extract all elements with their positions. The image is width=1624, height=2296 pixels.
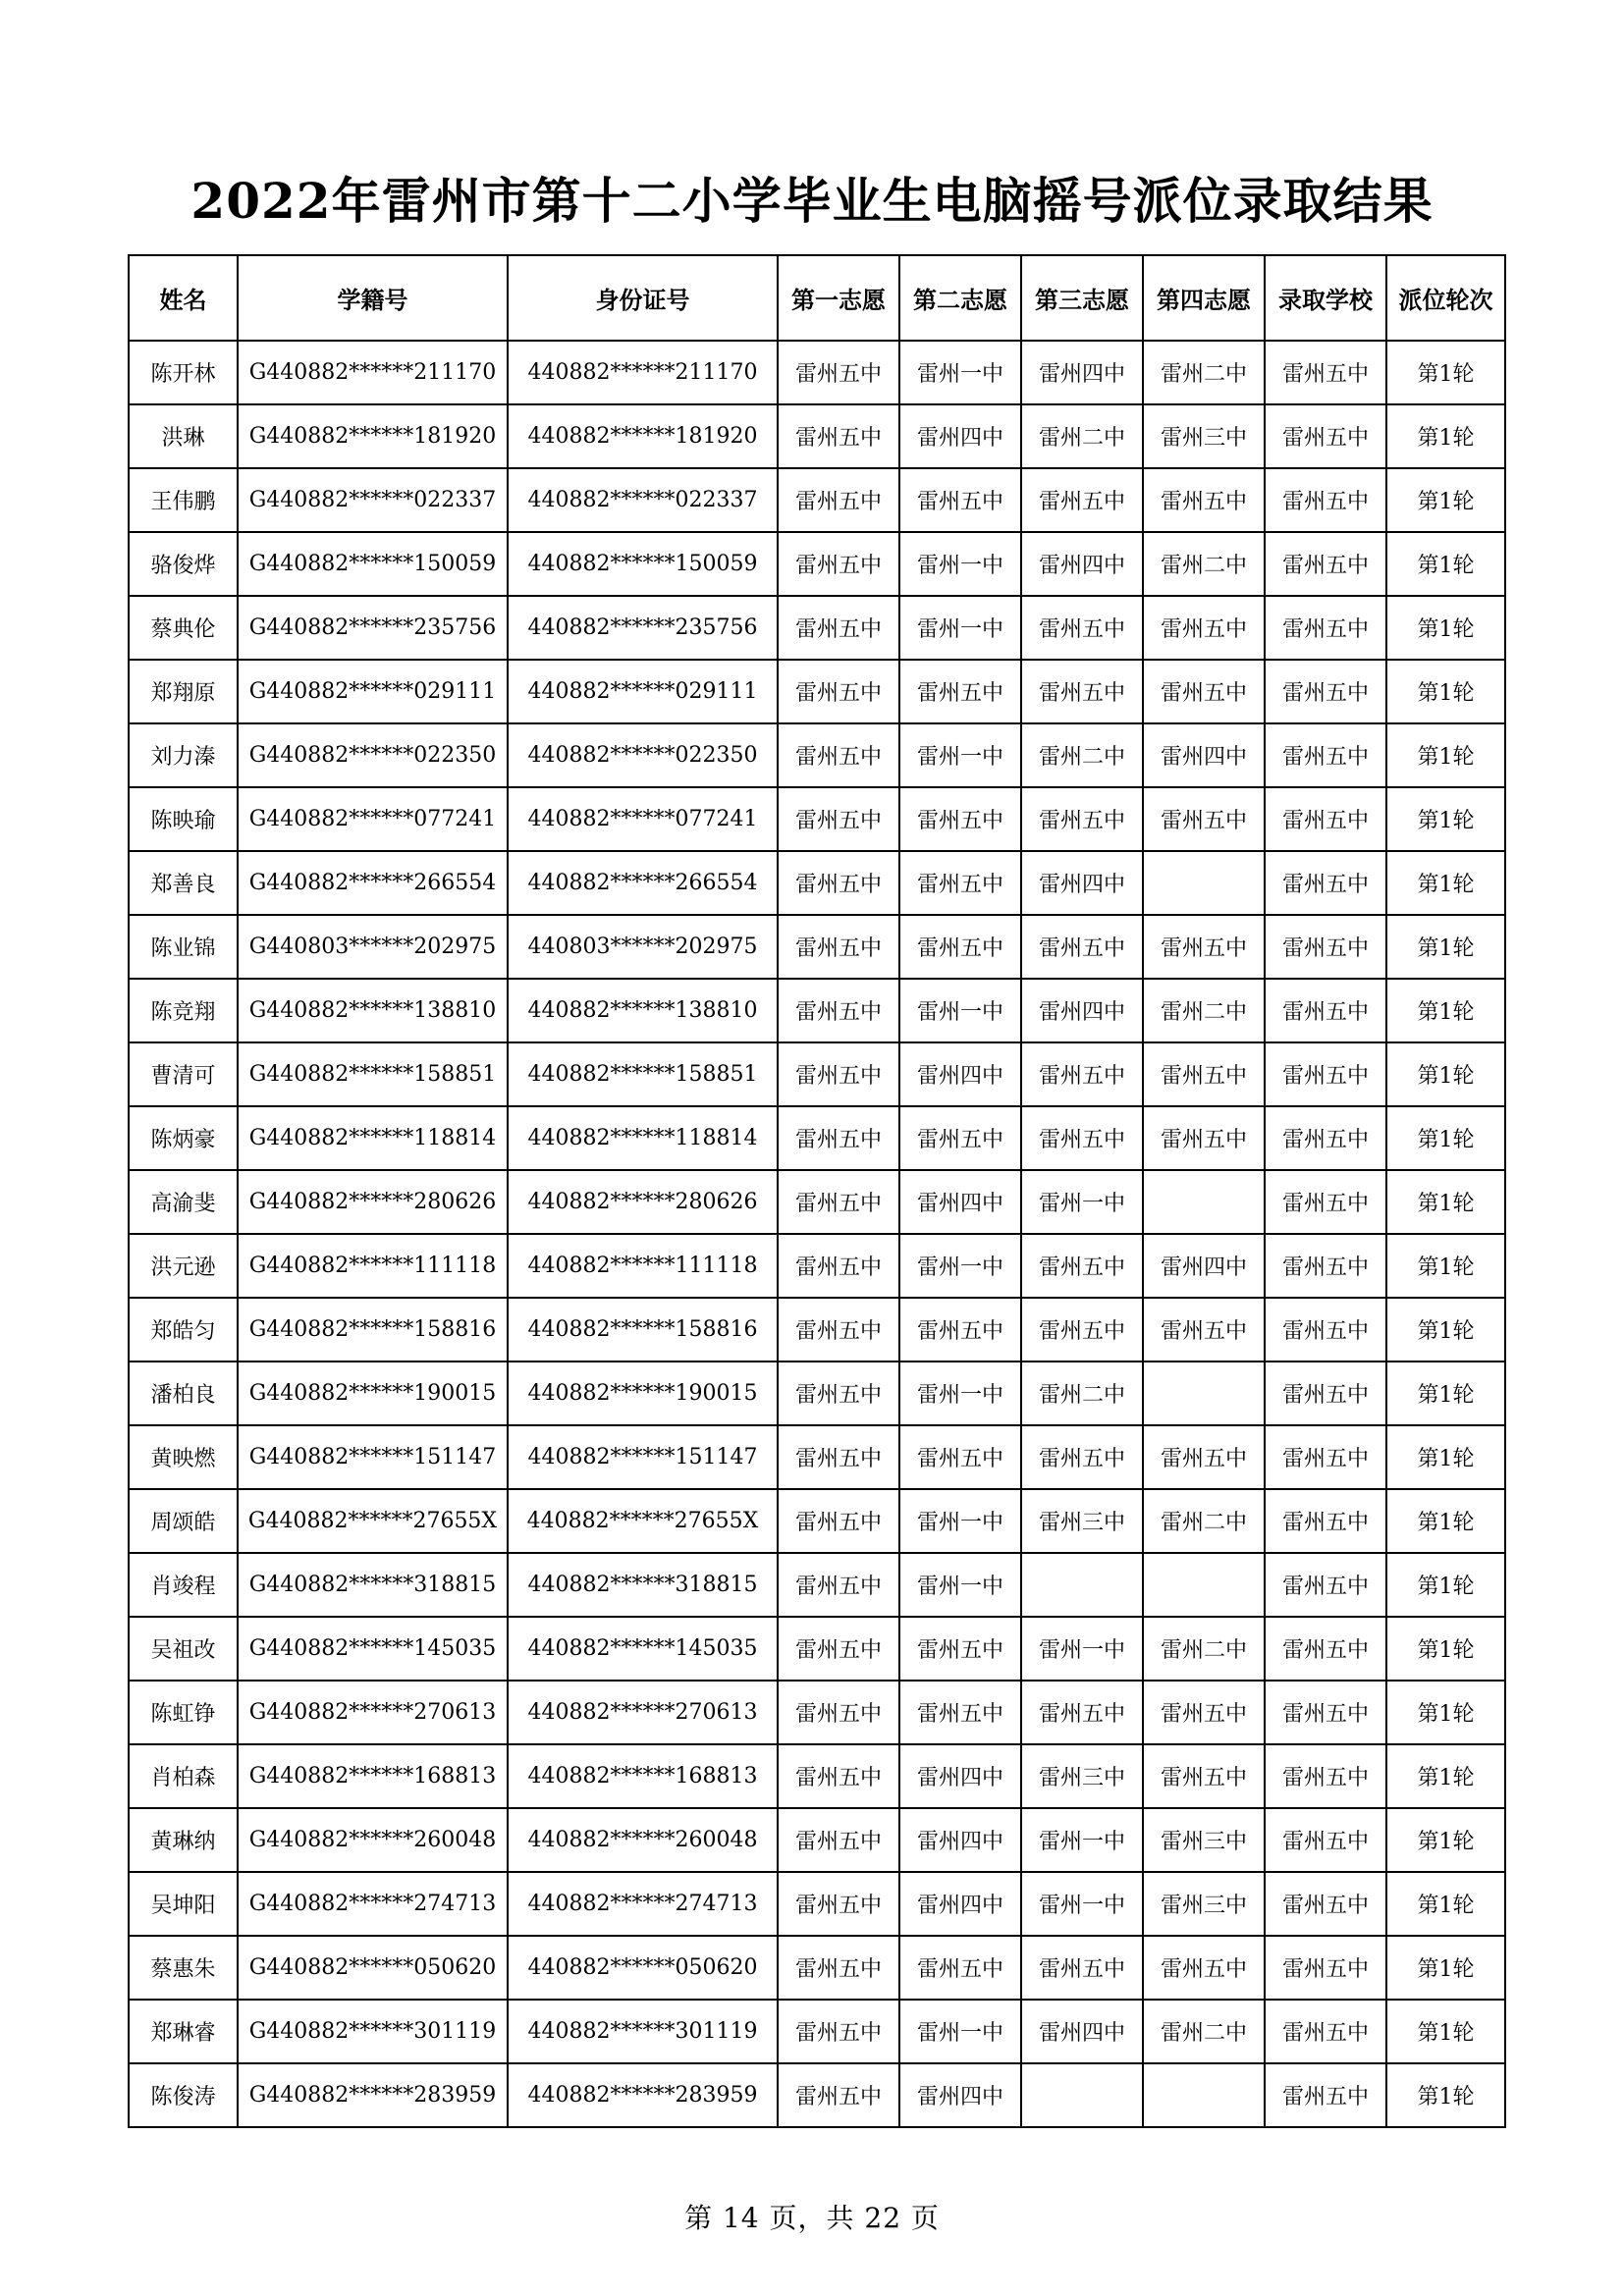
cell-round: 第1轮 xyxy=(1386,1106,1505,1170)
cell-choice-4 xyxy=(1143,2063,1265,2127)
cell-choice-4: 雷州二中 xyxy=(1143,979,1265,1042)
cell-choice-2: 雷州一中 xyxy=(899,723,1021,787)
cell-round: 第1轮 xyxy=(1386,404,1505,468)
cell-choice-2: 雷州四中 xyxy=(899,1042,1021,1106)
cell-choice-4: 雷州二中 xyxy=(1143,1489,1265,1553)
cell-choice-2: 雷州五中 xyxy=(899,660,1021,723)
cell-id-number: 440882******211170 xyxy=(508,341,778,404)
cell-student-name: 陈业锦 xyxy=(129,915,238,979)
cell-choice-4: 雷州五中 xyxy=(1143,1744,1265,1808)
cell-choice-3: 雷州五中 xyxy=(1021,915,1143,979)
cell-choice-3: 雷州四中 xyxy=(1021,851,1143,915)
cell-student-id: G440882******029111 xyxy=(238,660,508,723)
cell-round: 第1轮 xyxy=(1386,1744,1505,1808)
cell-admitted-school: 雷州五中 xyxy=(1265,532,1386,596)
cell-round: 第1轮 xyxy=(1386,2063,1505,2127)
table-row xyxy=(129,1681,1505,1744)
table-row xyxy=(129,2000,1505,2063)
cell-student-id: G440882******181920 xyxy=(238,404,508,468)
cell-choice-4: 雷州三中 xyxy=(1143,404,1265,468)
table-row xyxy=(129,1553,1505,1617)
cell-choice-4: 雷州五中 xyxy=(1143,468,1265,532)
cell-choice-1: 雷州五中 xyxy=(778,1872,899,1936)
cell-round: 第1轮 xyxy=(1386,979,1505,1042)
cell-student-id: G440882******118814 xyxy=(238,1106,508,1170)
cell-id-number: 440882******260048 xyxy=(508,1808,778,1872)
cell-choice-3: 雷州五中 xyxy=(1021,1681,1143,1744)
cell-round: 第1轮 xyxy=(1386,1234,1505,1298)
cell-student-id: G440882******158851 xyxy=(238,1042,508,1106)
table-row xyxy=(129,660,1505,723)
cell-choice-2: 雷州五中 xyxy=(899,1681,1021,1744)
cell-admitted-school: 雷州五中 xyxy=(1265,1489,1386,1553)
cell-choice-4: 雷州二中 xyxy=(1143,341,1265,404)
cell-admitted-school: 雷州五中 xyxy=(1265,979,1386,1042)
cell-student-id: G440882******270613 xyxy=(238,1681,508,1744)
cell-id-number: 440882******301119 xyxy=(508,2000,778,2063)
cell-choice-3: 雷州五中 xyxy=(1021,468,1143,532)
cell-student-name: 吴祖改 xyxy=(129,1617,238,1681)
cell-student-name: 潘柏良 xyxy=(129,1362,238,1425)
cell-student-name: 周颂皓 xyxy=(129,1489,238,1553)
cell-student-id: G440882******260048 xyxy=(238,1808,508,1872)
table-row xyxy=(129,979,1505,1042)
column-header-id-number: 身份证号 xyxy=(508,255,778,341)
cell-student-name: 黄映燃 xyxy=(129,1425,238,1489)
cell-id-number: 440882******190015 xyxy=(508,1362,778,1425)
cell-choice-4: 雷州二中 xyxy=(1143,1617,1265,1681)
cell-choice-3: 雷州二中 xyxy=(1021,723,1143,787)
cell-choice-4: 雷州五中 xyxy=(1143,915,1265,979)
cell-admitted-school: 雷州五中 xyxy=(1265,723,1386,787)
cell-choice-2: 雷州五中 xyxy=(899,787,1021,851)
cell-choice-1: 雷州五中 xyxy=(778,1042,899,1106)
cell-student-id: G440882******022337 xyxy=(238,468,508,532)
cell-choice-1: 雷州五中 xyxy=(778,851,899,915)
cell-choice-4: 雷州五中 xyxy=(1143,787,1265,851)
cell-choice-1: 雷州五中 xyxy=(778,915,899,979)
cell-student-id: G440882******111118 xyxy=(238,1234,508,1298)
table-row xyxy=(129,404,1505,468)
table-row xyxy=(129,1234,1505,1298)
column-header-round: 派位轮次 xyxy=(1386,255,1505,341)
cell-choice-4 xyxy=(1143,1553,1265,1617)
cell-admitted-school: 雷州五中 xyxy=(1265,1298,1386,1362)
cell-id-number: 440882******050620 xyxy=(508,1936,778,2000)
cell-round: 第1轮 xyxy=(1386,1681,1505,1744)
cell-choice-1: 雷州五中 xyxy=(778,1681,899,1744)
table-row xyxy=(129,1170,1505,1234)
cell-choice-2: 雷州四中 xyxy=(899,404,1021,468)
cell-round: 第1轮 xyxy=(1386,787,1505,851)
cell-student-name: 陈映瑜 xyxy=(129,787,238,851)
cell-round: 第1轮 xyxy=(1386,1872,1505,1936)
cell-round: 第1轮 xyxy=(1386,341,1505,404)
cell-round: 第1轮 xyxy=(1386,2000,1505,2063)
cell-student-name: 肖竣程 xyxy=(129,1553,238,1617)
cell-choice-1: 雷州五中 xyxy=(778,404,899,468)
cell-choice-1: 雷州五中 xyxy=(778,1106,899,1170)
cell-admitted-school: 雷州五中 xyxy=(1265,915,1386,979)
cell-student-name: 吴坤阳 xyxy=(129,1872,238,1936)
cell-choice-2: 雷州四中 xyxy=(899,2063,1021,2127)
cell-student-name: 郑皓匀 xyxy=(129,1298,238,1362)
cell-round: 第1轮 xyxy=(1386,1425,1505,1489)
column-header-name: 姓名 xyxy=(129,255,238,341)
cell-choice-2: 雷州五中 xyxy=(899,1617,1021,1681)
cell-choice-2: 雷州五中 xyxy=(899,1936,1021,2000)
cell-choice-2: 雷州一中 xyxy=(899,532,1021,596)
cell-round: 第1轮 xyxy=(1386,1362,1505,1425)
cell-admitted-school: 雷州五中 xyxy=(1265,1936,1386,2000)
cell-choice-4: 雷州五中 xyxy=(1143,660,1265,723)
cell-choice-2: 雷州一中 xyxy=(899,1489,1021,1553)
cell-choice-1: 雷州五中 xyxy=(778,1234,899,1298)
cell-choice-4: 雷州四中 xyxy=(1143,723,1265,787)
cell-choice-2: 雷州五中 xyxy=(899,1425,1021,1489)
cell-round: 第1轮 xyxy=(1386,1170,1505,1234)
cell-admitted-school: 雷州五中 xyxy=(1265,2063,1386,2127)
cell-id-number: 440882******145035 xyxy=(508,1617,778,1681)
cell-id-number: 440882******151147 xyxy=(508,1425,778,1489)
table-row xyxy=(129,787,1505,851)
cell-student-id: G440882******077241 xyxy=(238,787,508,851)
page-footer: 第 14 页，共 22 页 xyxy=(684,2202,940,2234)
table-row xyxy=(129,1362,1505,1425)
cell-id-number: 440882******150059 xyxy=(508,532,778,596)
cell-choice-1: 雷州五中 xyxy=(778,532,899,596)
table-row xyxy=(129,723,1505,787)
cell-student-id: G440882******022350 xyxy=(238,723,508,787)
cell-choice-3: 雷州五中 xyxy=(1021,787,1143,851)
cell-choice-3: 雷州四中 xyxy=(1021,341,1143,404)
cell-choice-3: 雷州一中 xyxy=(1021,1170,1143,1234)
cell-student-name: 王伟鹏 xyxy=(129,468,238,532)
cell-choice-1: 雷州五中 xyxy=(778,979,899,1042)
cell-choice-1: 雷州五中 xyxy=(778,1425,899,1489)
cell-choice-3: 雷州二中 xyxy=(1021,1362,1143,1425)
cell-choice-3: 雷州一中 xyxy=(1021,1808,1143,1872)
cell-choice-3: 雷州五中 xyxy=(1021,1298,1143,1362)
cell-student-id: G440882******151147 xyxy=(238,1425,508,1489)
cell-student-name: 陈炳豪 xyxy=(129,1106,238,1170)
cell-student-id: G440882******050620 xyxy=(238,1936,508,2000)
cell-round: 第1轮 xyxy=(1386,1808,1505,1872)
cell-round: 第1轮 xyxy=(1386,468,1505,532)
cell-choice-1: 雷州五中 xyxy=(778,2063,899,2127)
cell-admitted-school: 雷州五中 xyxy=(1265,1362,1386,1425)
cell-choice-3 xyxy=(1021,2063,1143,2127)
cell-admitted-school: 雷州五中 xyxy=(1265,1553,1386,1617)
cell-id-number: 440882******118814 xyxy=(508,1106,778,1170)
cell-student-name: 陈开林 xyxy=(129,341,238,404)
cell-choice-2: 雷州五中 xyxy=(899,1298,1021,1362)
cell-admitted-school: 雷州五中 xyxy=(1265,1744,1386,1808)
cell-choice-4: 雷州五中 xyxy=(1143,1298,1265,1362)
cell-choice-3: 雷州三中 xyxy=(1021,1489,1143,1553)
cell-admitted-school: 雷州五中 xyxy=(1265,341,1386,404)
table-row xyxy=(129,1808,1505,1872)
cell-choice-2: 雷州四中 xyxy=(899,1872,1021,1936)
cell-choice-2: 雷州一中 xyxy=(899,2000,1021,2063)
cell-round: 第1轮 xyxy=(1386,1298,1505,1362)
header-row xyxy=(129,255,1505,341)
cell-choice-4 xyxy=(1143,851,1265,915)
cell-student-id: G440882******138810 xyxy=(238,979,508,1042)
cell-choice-1: 雷州五中 xyxy=(778,1617,899,1681)
cell-choice-1: 雷州五中 xyxy=(778,596,899,660)
table-row xyxy=(129,341,1505,404)
cell-student-id: G440882******318815 xyxy=(238,1553,508,1617)
results-table xyxy=(128,254,1506,2128)
cell-id-number: 440803******202975 xyxy=(508,915,778,979)
table-row xyxy=(129,1489,1505,1553)
cell-choice-1: 雷州五中 xyxy=(778,1362,899,1425)
cell-student-id: G440882******190015 xyxy=(238,1362,508,1425)
cell-choice-3: 雷州四中 xyxy=(1021,979,1143,1042)
table-row xyxy=(129,596,1505,660)
page-title: 2022年雷州市第十二小学毕业生电脑摇号派位录取结果 xyxy=(190,172,1434,230)
cell-choice-4 xyxy=(1143,1362,1265,1425)
cell-choice-2: 雷州一中 xyxy=(899,1553,1021,1617)
table-row xyxy=(129,468,1505,532)
cell-round: 第1轮 xyxy=(1386,1489,1505,1553)
cell-admitted-school: 雷州五中 xyxy=(1265,1808,1386,1872)
cell-choice-2: 雷州五中 xyxy=(899,1106,1021,1170)
cell-student-name: 陈俊涛 xyxy=(129,2063,238,2127)
cell-round: 第1轮 xyxy=(1386,1553,1505,1617)
cell-admitted-school: 雷州五中 xyxy=(1265,596,1386,660)
column-header-student-id: 学籍号 xyxy=(238,255,508,341)
cell-id-number: 440882******280626 xyxy=(508,1170,778,1234)
cell-student-id: G440882******301119 xyxy=(238,2000,508,2063)
cell-student-name: 洪琳 xyxy=(129,404,238,468)
cell-student-id: G440882******283959 xyxy=(238,2063,508,2127)
cell-choice-3 xyxy=(1021,1553,1143,1617)
cell-choice-2: 雷州一中 xyxy=(899,596,1021,660)
cell-choice-1: 雷州五中 xyxy=(778,1553,899,1617)
cell-choice-1: 雷州五中 xyxy=(778,1808,899,1872)
cell-choice-4: 雷州四中 xyxy=(1143,1234,1265,1298)
cell-id-number: 440882******158816 xyxy=(508,1298,778,1362)
cell-admitted-school: 雷州五中 xyxy=(1265,404,1386,468)
cell-round: 第1轮 xyxy=(1386,915,1505,979)
cell-id-number: 440882******266554 xyxy=(508,851,778,915)
cell-admitted-school: 雷州五中 xyxy=(1265,1872,1386,1936)
cell-id-number: 440882******270613 xyxy=(508,1681,778,1744)
cell-student-name: 曹清可 xyxy=(129,1042,238,1106)
cell-choice-1: 雷州五中 xyxy=(778,1170,899,1234)
cell-round: 第1轮 xyxy=(1386,596,1505,660)
cell-choice-1: 雷州五中 xyxy=(778,1489,899,1553)
cell-id-number: 440882******274713 xyxy=(508,1872,778,1936)
cell-admitted-school: 雷州五中 xyxy=(1265,1234,1386,1298)
cell-admitted-school: 雷州五中 xyxy=(1265,1042,1386,1106)
cell-choice-4: 雷州五中 xyxy=(1143,596,1265,660)
cell-choice-3: 雷州四中 xyxy=(1021,2000,1143,2063)
cell-admitted-school: 雷州五中 xyxy=(1265,851,1386,915)
cell-id-number: 440882******077241 xyxy=(508,787,778,851)
cell-choice-3: 雷州五中 xyxy=(1021,1106,1143,1170)
cell-choice-3: 雷州四中 xyxy=(1021,532,1143,596)
cell-choice-4: 雷州二中 xyxy=(1143,2000,1265,2063)
cell-choice-4 xyxy=(1143,1170,1265,1234)
cell-id-number: 440882******022350 xyxy=(508,723,778,787)
cell-admitted-school: 雷州五中 xyxy=(1265,1425,1386,1489)
cell-choice-3: 雷州五中 xyxy=(1021,1425,1143,1489)
cell-student-name: 郑翔原 xyxy=(129,660,238,723)
cell-student-name: 郑善良 xyxy=(129,851,238,915)
cell-student-name: 刘力溱 xyxy=(129,723,238,787)
cell-round: 第1轮 xyxy=(1386,532,1505,596)
cell-choice-1: 雷州五中 xyxy=(778,1744,899,1808)
cell-choice-4: 雷州三中 xyxy=(1143,1808,1265,1872)
cell-student-name: 陈竞翔 xyxy=(129,979,238,1042)
cell-choice-1: 雷州五中 xyxy=(778,723,899,787)
table-row xyxy=(129,1425,1505,1489)
cell-student-name: 郑琳睿 xyxy=(129,2000,238,2063)
cell-choice-4: 雷州五中 xyxy=(1143,1936,1265,2000)
cell-student-id: G440882******158816 xyxy=(238,1298,508,1362)
cell-choice-2: 雷州五中 xyxy=(899,915,1021,979)
cell-round: 第1轮 xyxy=(1386,723,1505,787)
cell-id-number: 440882******283959 xyxy=(508,2063,778,2127)
cell-student-id: G440882******274713 xyxy=(238,1872,508,1936)
cell-student-id: G440882******27655X xyxy=(238,1489,508,1553)
cell-id-number: 440882******022337 xyxy=(508,468,778,532)
cell-admitted-school: 雷州五中 xyxy=(1265,2000,1386,2063)
cell-id-number: 440882******158851 xyxy=(508,1042,778,1106)
cell-choice-2: 雷州五中 xyxy=(899,468,1021,532)
cell-admitted-school: 雷州五中 xyxy=(1265,1681,1386,1744)
cell-choice-3: 雷州五中 xyxy=(1021,596,1143,660)
cell-student-name: 蔡典伦 xyxy=(129,596,238,660)
cell-id-number: 440882******318815 xyxy=(508,1553,778,1617)
cell-student-id: G440882******211170 xyxy=(238,341,508,404)
cell-choice-4: 雷州五中 xyxy=(1143,1042,1265,1106)
cell-id-number: 440882******181920 xyxy=(508,404,778,468)
cell-choice-2: 雷州一中 xyxy=(899,1234,1021,1298)
table-row xyxy=(129,1298,1505,1362)
cell-admitted-school: 雷州五中 xyxy=(1265,1617,1386,1681)
cell-student-id: G440882******145035 xyxy=(238,1617,508,1681)
cell-student-id: G440882******150059 xyxy=(238,532,508,596)
cell-choice-3: 雷州三中 xyxy=(1021,1744,1143,1808)
table-row xyxy=(129,1872,1505,1936)
cell-student-name: 黄琳纳 xyxy=(129,1808,238,1872)
table-row xyxy=(129,1617,1505,1681)
table-row xyxy=(129,851,1505,915)
table-body xyxy=(129,341,1505,2127)
cell-student-name: 陈虹铮 xyxy=(129,1681,238,1744)
table-row xyxy=(129,2063,1505,2127)
cell-student-name: 蔡惠朱 xyxy=(129,1936,238,2000)
cell-choice-2: 雷州四中 xyxy=(899,1808,1021,1872)
cell-choice-3: 雷州五中 xyxy=(1021,1234,1143,1298)
table-row xyxy=(129,1106,1505,1170)
cell-choice-1: 雷州五中 xyxy=(778,1298,899,1362)
cell-admitted-school: 雷州五中 xyxy=(1265,468,1386,532)
cell-student-id: G440882******280626 xyxy=(238,1170,508,1234)
cell-choice-1: 雷州五中 xyxy=(778,1936,899,2000)
cell-choice-2: 雷州一中 xyxy=(899,979,1021,1042)
cell-id-number: 440882******168813 xyxy=(508,1744,778,1808)
cell-choice-1: 雷州五中 xyxy=(778,660,899,723)
column-header-choice-3: 第三志愿 xyxy=(1021,255,1143,341)
cell-choice-2: 雷州五中 xyxy=(899,851,1021,915)
cell-student-id: G440882******168813 xyxy=(238,1744,508,1808)
cell-choice-3: 雷州五中 xyxy=(1021,1042,1143,1106)
cell-student-id: G440803******202975 xyxy=(238,915,508,979)
column-header-admitted-school: 录取学校 xyxy=(1265,255,1386,341)
column-header-choice-2: 第二志愿 xyxy=(899,255,1021,341)
cell-choice-4: 雷州二中 xyxy=(1143,532,1265,596)
cell-admitted-school: 雷州五中 xyxy=(1265,1170,1386,1234)
table-row xyxy=(129,915,1505,979)
cell-choice-4: 雷州五中 xyxy=(1143,1681,1265,1744)
cell-student-id: G440882******235756 xyxy=(238,596,508,660)
cell-student-name: 洪元逊 xyxy=(129,1234,238,1298)
cell-choice-1: 雷州五中 xyxy=(778,787,899,851)
cell-id-number: 440882******235756 xyxy=(508,596,778,660)
cell-round: 第1轮 xyxy=(1386,1617,1505,1681)
cell-student-name: 骆俊烨 xyxy=(129,532,238,596)
table-row xyxy=(129,1042,1505,1106)
column-header-choice-4: 第四志愿 xyxy=(1143,255,1265,341)
cell-choice-3: 雷州一中 xyxy=(1021,1872,1143,1936)
cell-choice-3: 雷州一中 xyxy=(1021,1617,1143,1681)
cell-round: 第1轮 xyxy=(1386,851,1505,915)
cell-admitted-school: 雷州五中 xyxy=(1265,1106,1386,1170)
cell-id-number: 440882******029111 xyxy=(508,660,778,723)
cell-choice-1: 雷州五中 xyxy=(778,341,899,404)
cell-choice-3: 雷州五中 xyxy=(1021,1936,1143,2000)
cell-student-id: G440882******266554 xyxy=(238,851,508,915)
cell-choice-2: 雷州一中 xyxy=(899,1362,1021,1425)
cell-id-number: 440882******111118 xyxy=(508,1234,778,1298)
table-row xyxy=(129,532,1505,596)
cell-choice-3: 雷州二中 xyxy=(1021,404,1143,468)
cell-id-number: 440882******138810 xyxy=(508,979,778,1042)
cell-student-name: 肖柏森 xyxy=(129,1744,238,1808)
cell-choice-2: 雷州四中 xyxy=(899,1170,1021,1234)
cell-round: 第1轮 xyxy=(1386,1936,1505,2000)
cell-choice-4: 雷州三中 xyxy=(1143,1872,1265,1936)
cell-round: 第1轮 xyxy=(1386,1042,1505,1106)
cell-round: 第1轮 xyxy=(1386,660,1505,723)
cell-choice-2: 雷州一中 xyxy=(899,341,1021,404)
cell-choice-3: 雷州五中 xyxy=(1021,660,1143,723)
table-row xyxy=(129,1936,1505,2000)
column-header-choice-1: 第一志愿 xyxy=(778,255,899,341)
cell-choice-2: 雷州四中 xyxy=(899,1744,1021,1808)
cell-choice-1: 雷州五中 xyxy=(778,2000,899,2063)
cell-admitted-school: 雷州五中 xyxy=(1265,787,1386,851)
table-row xyxy=(129,1744,1505,1808)
cell-student-name: 高渝斐 xyxy=(129,1170,238,1234)
cell-id-number: 440882******27655X xyxy=(508,1489,778,1553)
cell-choice-4: 雷州五中 xyxy=(1143,1425,1265,1489)
cell-admitted-school: 雷州五中 xyxy=(1265,660,1386,723)
cell-choice-1: 雷州五中 xyxy=(778,468,899,532)
cell-choice-4: 雷州五中 xyxy=(1143,1106,1265,1170)
